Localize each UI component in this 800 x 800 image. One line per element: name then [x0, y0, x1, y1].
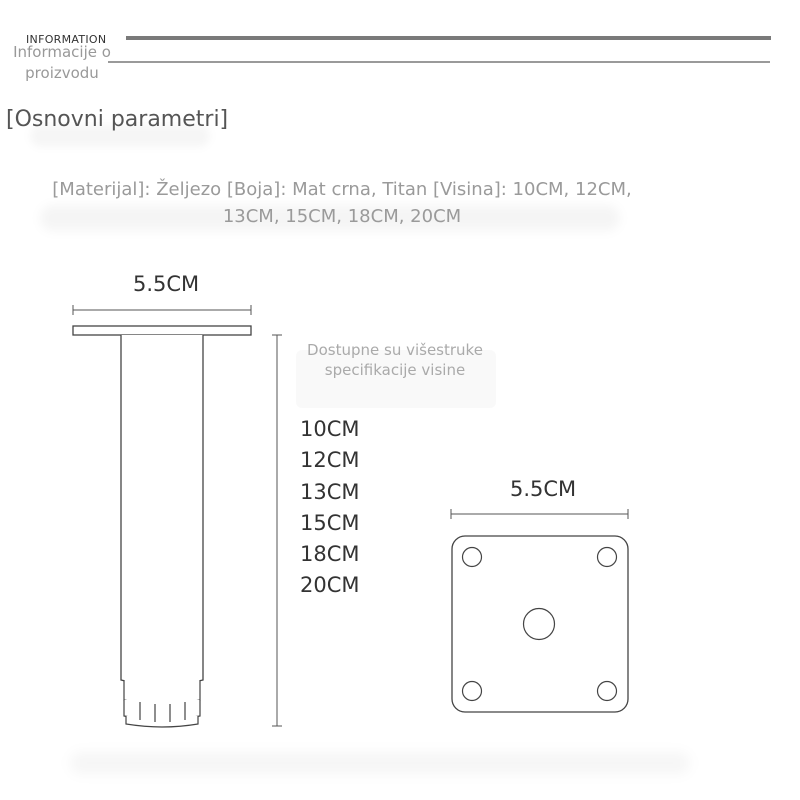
leg-cylinder — [121, 335, 203, 685]
bottom-shadow — [70, 752, 690, 774]
section-title: [Osnovni parametri] — [6, 107, 229, 132]
plate-width-dimension — [451, 509, 628, 519]
center-bolt-hole-icon — [524, 609, 555, 640]
leg-adjustable-foot — [124, 680, 200, 727]
leg-width-label: 5.5CM — [133, 272, 200, 296]
parameters-text: [Materijal]: Željezo [Boja]: Mat crna, Titan [Visina]: 10CM, 12CM, 13CM, 15CM, 18CM, 20CM — [52, 179, 632, 227]
height-option: 20CM — [300, 573, 360, 598]
height-option: 15CM — [300, 510, 360, 535]
screw-hole-icon — [598, 682, 617, 701]
height-option: 12CM — [300, 448, 360, 473]
height-option: 18CM — [300, 542, 360, 567]
header-title-local: Informacije o proizvodu — [13, 43, 111, 82]
leg-width-dimension — [73, 305, 251, 315]
screw-hole-icon — [598, 548, 617, 567]
height-option: 10CM — [300, 417, 360, 441]
screw-hole-icon — [463, 682, 482, 701]
header-title-en: INFORMATION — [26, 33, 107, 46]
leg-height-dimension — [272, 335, 282, 726]
plate-width-label: 5.5CM — [510, 477, 577, 501]
screw-hole-icon — [463, 548, 482, 567]
leg-mount-plate — [73, 326, 251, 335]
height-availability-note: Dostupne su višestruke specifikacije visine — [307, 341, 483, 379]
height-option: 13CM — [300, 479, 360, 504]
height-options-list — [300, 414, 360, 602]
